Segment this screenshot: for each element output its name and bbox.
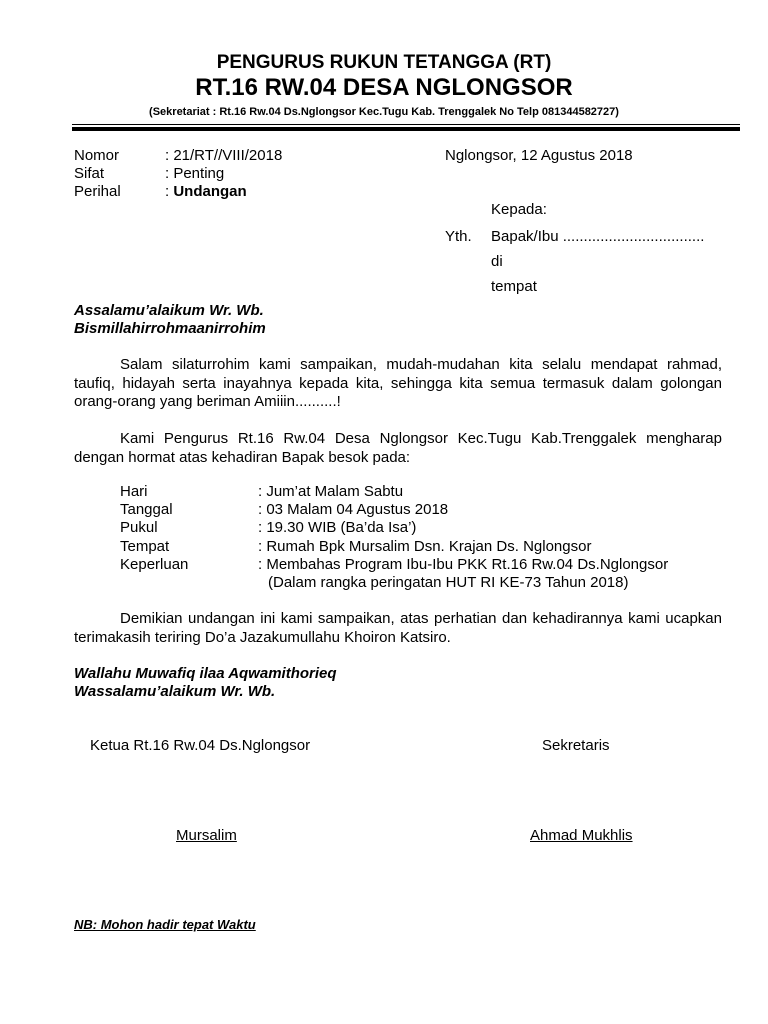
pukul-value: : 19.30 WIB (Ba’da Isa’): [258, 519, 417, 536]
hari-label: Hari: [120, 483, 148, 500]
paragraph-invitation: [74, 430, 722, 467]
sifat-label: Sifat: [74, 165, 105, 182]
perihal-colon: :: [165, 183, 174, 200]
signature-right-name: Ahmad Mukhlis: [530, 827, 633, 844]
tanggal-label: Tanggal: [120, 501, 173, 518]
signature-left-title: Ketua Rt.16 Rw.04 Ds.Nglongsor: [90, 737, 311, 754]
letterhead-rule-thick: [72, 127, 740, 131]
letterhead-title: RT.16 RW.04 DESA NGLONGSOR: [195, 74, 573, 101]
perihal-text: Undangan: [173, 183, 247, 200]
recipient-name: Bapak/Ibu ..................................: [491, 228, 705, 245]
letterhead-org: PENGURUS RUKUN TETANGGA (RT): [216, 52, 552, 73]
tempat-value: : Rumah Bpk Mursalim Dsn. Krajan Ds. Nglongsor: [258, 538, 592, 555]
keperluan-note: (Dalam rangka peringatan HUT RI KE-73 Tahun 2018): [268, 574, 629, 591]
recipient-di: di: [491, 253, 503, 270]
signature-right-title: Sekretaris: [542, 737, 610, 754]
signature-left-name: Mursalim: [176, 827, 237, 844]
paragraph-opening: [74, 356, 722, 412]
kepada-label: Kepada:: [491, 201, 547, 218]
closing-wallahu: Wallahu Muwafiq ilaa Aqwamithorieq: [74, 665, 337, 682]
tempat-label: Tempat: [120, 538, 170, 555]
yth-label: Yth.: [445, 228, 472, 245]
sifat-value: : Penting: [165, 165, 225, 182]
bismillah: Bismillahirrohmaanirrohim: [74, 320, 266, 337]
paragraph-closing: [74, 610, 722, 647]
tanggal-value: : 03 Malam 04 Agustus 2018: [258, 501, 449, 518]
perihal-label: Perihal: [74, 183, 121, 200]
keperluan-label: Keperluan: [120, 556, 189, 573]
closing-salam: Wassalamu’alaikum Wr. Wb.: [74, 683, 276, 700]
pukul-label: Pukul: [120, 519, 158, 536]
hari-value: : Jum’at Malam Sabtu: [258, 483, 404, 500]
letterhead-rule-thin: [72, 124, 740, 125]
paragraph-invitation-text: Kami Pengurus Rt.16 Rw.04 Desa Nglongsor Kec.Tugu Kab.Trenggalek mengharap dengan hormat atas kehadiran Bapak besok pada:: [74, 430, 722, 466]
perihal-value: [165, 183, 247, 201]
paragraph-opening-text: Salam silaturrohim kami sampaikan, mudah-mudahan kita selalu mendapat rahmad, taufiq, hidayah serta inayahnya kepada kita, sehingga kita semua termasuk dalam golongan orang-orang yang beriman Amiiin..........!: [74, 356, 722, 410]
nomor-value: : 21/RT//VIII/2018: [165, 147, 283, 164]
nomor-label: Nomor: [74, 147, 120, 164]
keperluan-value: : Membahas Program Ibu-Ibu PKK Rt.16 Rw.04 Ds.Nglongsor: [258, 556, 669, 573]
letterhead-address: (Sekretariat : Rt.16 Rw.04 Ds.Nglongsor Kec.Tugu Kab. Trenggalek No Telp 081344582727): [149, 106, 619, 118]
salam-opening: Assalamu’alaikum Wr. Wb.: [74, 302, 264, 319]
footnote: NB: Mohon hadir tepat Waktu: [74, 917, 256, 932]
place-date: Nglongsor, 12 Agustus 2018: [445, 147, 633, 164]
paragraph-closing-text: Demikian undangan ini kami sampaikan, atas perhatian dan kehadirannya kami ucapkan terimakasih teriring Do’a Jazakumullahu Khoiron Katsiro.: [74, 610, 722, 646]
recipient-tempat: tempat: [491, 278, 537, 295]
